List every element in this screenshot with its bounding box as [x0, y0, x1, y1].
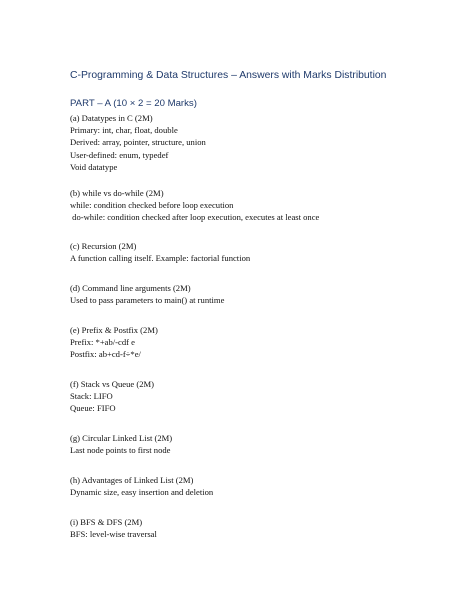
section-command-line-arguments — [70, 282, 224, 306]
section-circular-linked-list — [70, 432, 172, 456]
section-bfs-dfs — [70, 516, 157, 540]
section-while-vs-do-while — [70, 187, 319, 224]
section-heading: (g) Circular Linked List (2M) — [70, 433, 173, 443]
section-heading: (a) Datatypes in C (2M) — [70, 113, 153, 123]
section-heading: (c) Recursion (2M) — [70, 241, 137, 251]
section-heading: (d) Command line arguments (2M) — [70, 283, 191, 293]
section-line: Primary: int, char, float, double — [70, 125, 178, 136]
part-a-heading: PART – A (10 × 2 = 20 Marks) — [70, 98, 197, 109]
section-line: A function calling itself. Example: factorial function — [70, 253, 251, 264]
section-line: Last node points to first node — [70, 445, 171, 456]
section-line: do-while: condition checked after loop execution, executes at least once — [70, 212, 320, 223]
section-heading: (f) Stack vs Queue (2M) — [70, 379, 155, 389]
section-line: Queue: FIFO — [70, 403, 116, 414]
section-line: User-defined: enum, typedef — [70, 149, 169, 160]
section-line: Prefix: *+ab/-cdf e — [70, 337, 135, 348]
section-heading: (e) Prefix & Postfix (2M) — [70, 325, 158, 335]
section-recursion — [70, 240, 250, 264]
section-line: Dynamic size, easy insertion and deletion — [70, 487, 214, 498]
section-heading: (h) Advantages of Linked List (2M) — [70, 475, 194, 485]
section-line: while: condition checked before loop execution — [70, 200, 234, 211]
section-advantages-linked-list — [70, 474, 213, 498]
section-heading: (i) BFS & DFS (2M) — [70, 517, 143, 527]
section-stack-vs-queue — [70, 378, 154, 415]
section-line: Used to pass parameters to main() at runtime — [70, 295, 225, 306]
section-line: Derived: array, pointer, structure, union — [70, 137, 206, 148]
section-line: BFS: level-wise traversal — [70, 529, 157, 540]
section-line: Void datatype — [70, 161, 118, 172]
section-heading: (b) while vs do-while (2M) — [70, 188, 164, 198]
section-datatypes — [70, 112, 206, 173]
section-prefix-postfix — [70, 324, 158, 361]
section-line: Postfix: ab+cd-f÷*e/ — [70, 349, 141, 360]
section-line: Stack: LIFO — [70, 391, 113, 402]
document-title: C-Programming & Data Structures – Answers with Marks Distribution — [70, 70, 387, 81]
